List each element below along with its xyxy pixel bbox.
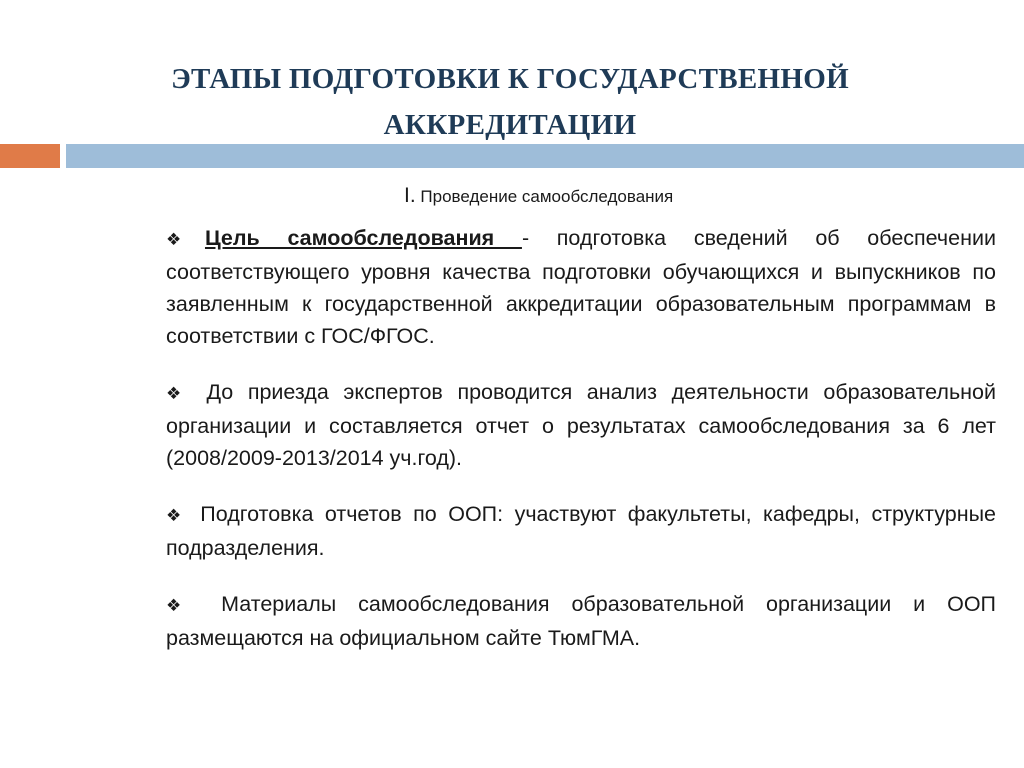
paragraph-reports [166, 498, 996, 564]
slide-body [166, 222, 996, 678]
diamond-bullet-icon: ❖ [166, 230, 203, 249]
paragraph-analysis [166, 376, 996, 474]
title-line-2: АККРЕДИТАЦИИ [383, 109, 637, 141]
title-line-1: ЭТАПЫ ПОДГОТОВКИ К ГОСУДАРСТВЕННОЙ [171, 63, 849, 95]
analysis-text: До приезда экспертов проводится анализ деятельности образовательной организации и составляется отчет о результатах самообследования за 6 лет (2008/2009-2013/2014 уч.год). [166, 380, 997, 470]
goal-text: - подготовка сведений об обеспечении соответствующего уровня качества подготовки обучающихся и выпускников по заявленным к государственной аккредитации образовательным программам в соответствии с ГОС/ФГОС. [166, 226, 996, 348]
goal-label: Цель самообследования [204, 226, 522, 250]
diamond-bullet-icon: ❖ [166, 384, 190, 403]
paragraph-materials [166, 588, 996, 654]
accent-bar-blue [66, 144, 1024, 168]
section-subtitle [404, 184, 673, 208]
diamond-bullet-icon: ❖ [166, 506, 187, 525]
diamond-bullet-icon: ❖ [166, 596, 198, 615]
slide-title [100, 56, 920, 148]
section-numeral: I. [404, 184, 416, 207]
accent-bar-orange [0, 144, 60, 168]
reports-text: Подготовка отчетов по ООП: участвуют факультеты, кафедры, структурные подразделения. [166, 502, 996, 560]
materials-text: Материалы самообследования образовательной организации и ООП размещаются на официальном сайте ТюмГМА. [166, 592, 996, 650]
section-subtitle-text: Проведение самообследования [420, 187, 674, 206]
paragraph-goal [166, 222, 996, 352]
